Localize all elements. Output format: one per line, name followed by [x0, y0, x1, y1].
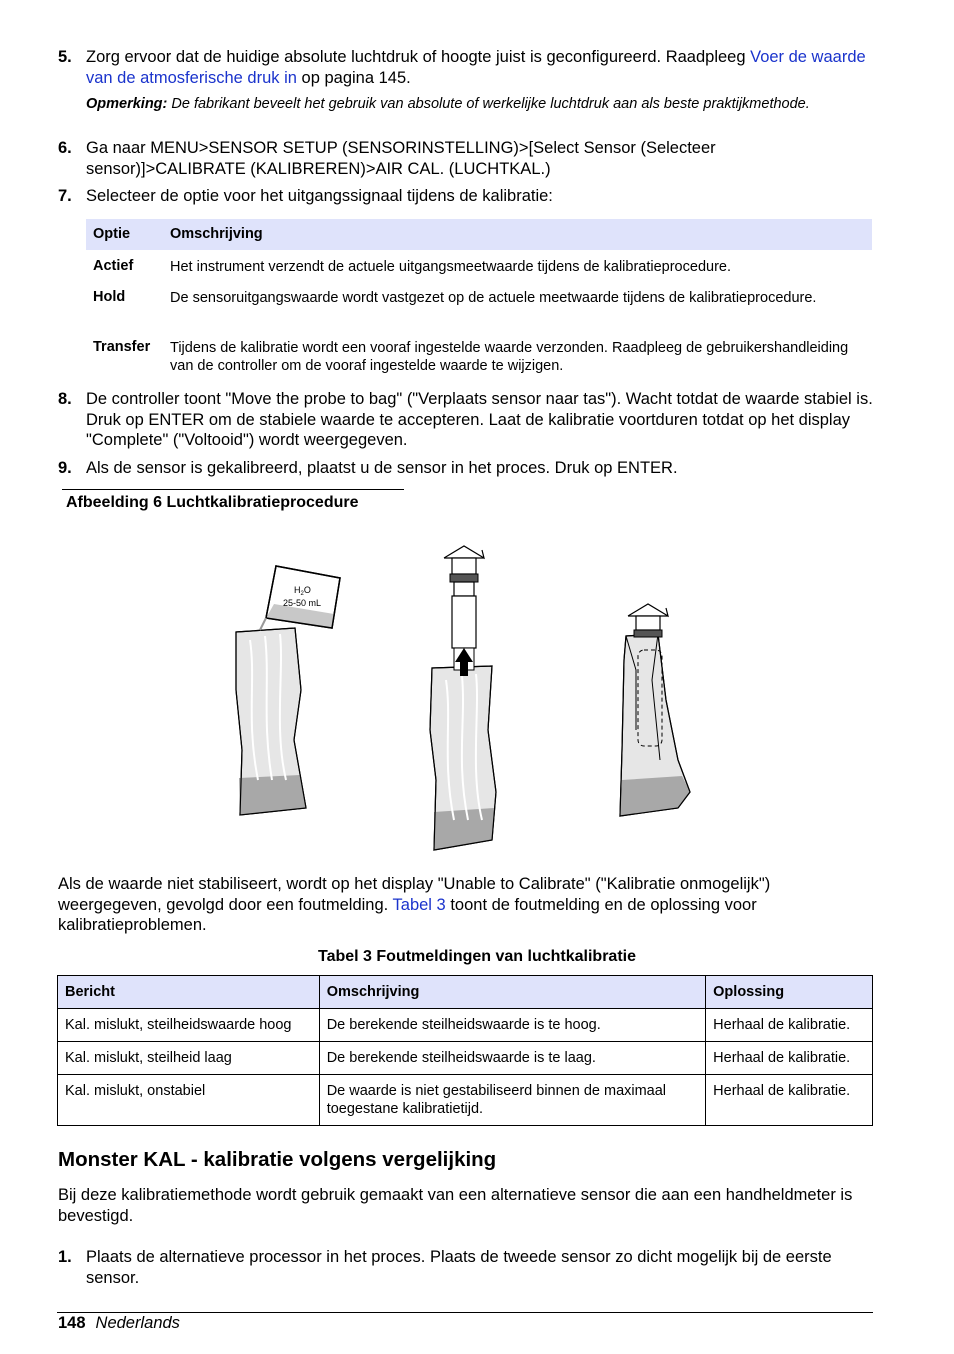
beaker-label: $H_2O$ [294, 585, 311, 597]
bag-with-water-icon [236, 628, 306, 815]
options-table-header [86, 219, 872, 250]
footer-language: Nederlands [95, 1314, 180, 1332]
paragraph-text-part: Als de waarde niet stabiliseert, wordt op het display "Unable to Calibrate" ("Kalibratie onmogelijk") weergegeven, gevolgd door een foutmelding. [58, 875, 771, 914]
cell-message: Kal. mislukt, steilheid laag [58, 1042, 320, 1075]
link-atmospheric-pressure[interactable]: Voer de waarde van de atmosferische druk in [86, 48, 866, 87]
table-row [58, 1075, 873, 1126]
step-number: 8. [58, 390, 72, 408]
cell-solution: Herhaal de kalibratie. [706, 1009, 873, 1042]
error-paragraph [58, 874, 874, 936]
cell-message: Kal. mislukt, onstabiel [58, 1075, 320, 1126]
note-label: Opmerking: [86, 96, 168, 112]
option-name: Hold [93, 289, 126, 305]
error-table-header [58, 976, 873, 1009]
step-9 [58, 458, 874, 479]
step-number: 5. [58, 48, 72, 66]
table-row [58, 1009, 873, 1042]
step-7 [58, 186, 874, 207]
section-step-1 [58, 1247, 874, 1288]
sealed-bag-with-sensor-icon [620, 634, 690, 816]
step-text: Plaats de alternatieve processor in het proces. Plaats de tweede sensor zo dicht mogelijk bij de eerste sensor. [86, 1248, 832, 1287]
note [86, 95, 876, 113]
footer [58, 1313, 180, 1333]
step-text-part: op pagina 145. [296, 68, 411, 87]
table-caption: Tabel 3 Foutmeldingen van luchtkalibratie [318, 948, 636, 965]
air-calibration-illustration [170, 530, 730, 855]
option-description: Tijdens de kalibratie wordt een vooraf ingestelde waarde verzonden. Raadpleeg de gebruikershandleiding van de controller om de vooraf ingestelde waarde te wijzigen. [170, 340, 849, 374]
option-description: Het instrument verzendt de actuele uitgangsmeetwaarde tijdens de kalibratieprocedure. [170, 259, 731, 275]
cell-description: De waarde is niet gestabiliseerd binnen de maximaal toegestane kalibratietijd. [319, 1075, 705, 1126]
error-table [57, 975, 873, 1126]
option-name: Transfer [93, 339, 151, 355]
step-6 [58, 138, 874, 179]
step-number: 6. [58, 139, 72, 157]
cell-description: De berekende steilheidswaarde is te laag. [319, 1042, 705, 1075]
options-header-description: Omschrijving [170, 226, 263, 242]
step-number: 9. [58, 459, 72, 477]
figure-caption-rule [62, 489, 404, 490]
page-number: 148 [58, 1314, 86, 1332]
step-text-part: Zorg ervoor dat de huidige absolute luchtdruk of hoogte juist is geconfigureerd. Raadpleeg [86, 48, 751, 66]
step-8 [58, 389, 874, 451]
cell-message: Kal. mislukt, steilheidswaarde hoog [58, 1009, 320, 1042]
cell-solution: Herhaal de kalibratie. [706, 1042, 873, 1075]
cell-solution: Herhaal de kalibratie. [706, 1075, 873, 1126]
header-message: Bericht [58, 976, 320, 1009]
step-text: Ga naar MENU>SENSOR SETUP (SENSORINSTELLING)>[Select Sensor (Selecteer sensor)]>CALIBRATE (KALIBREREN)>AIR CAL. (LUCHTKAL.) [86, 139, 716, 178]
link-table-3[interactable]: Tabel 3 [392, 895, 446, 914]
header-solution: Oplossing [706, 976, 873, 1009]
option-description: De sensoruitgangswaarde wordt vastgezet op de actuele meetwaarde tijdens de kalibratieprocedure. [170, 290, 817, 306]
option-name: Actief [93, 258, 134, 274]
beaker-icon [260, 566, 340, 630]
step-text: Selecteer de optie voor het uitgangssignaal tijdens de kalibratie: [86, 187, 553, 205]
table-row [58, 1042, 873, 1075]
header-description: Omschrijving [319, 976, 705, 1009]
beaker-volume: 25-50 mL [283, 598, 322, 608]
section-title: Monster KAL - kalibratie volgens vergelijking [58, 1148, 497, 1171]
step-number: 1. [58, 1248, 72, 1266]
sensor-cap-icon [628, 604, 668, 637]
step-text: De controller toont "Move the probe to bag" ("Verplaats sensor naar tas"). Wacht totdat de waarde stabiel is. Druk op ENTER om de stabiele waarde te accepteren. Laat de kalibratie voortduren totdat op het display "Complete" ("Voltooid") wordt weergegeven. [86, 390, 873, 449]
note-text: De fabrikant beveelt het gebruik van absolute of werkelijke luchtdruk aan als beste praktijkmethode. [167, 96, 810, 112]
cell-description: De berekende steilheidswaarde is te hoog. [319, 1009, 705, 1042]
step-text [86, 47, 874, 88]
options-header-option: Optie [93, 226, 131, 242]
paragraph-text-part: toont de foutmelding en de oplossing voor kalibratieproblemen. [58, 895, 757, 934]
bag-with-sensor-icon [430, 666, 496, 850]
section-intro: Bij deze kalibratiemethode wordt gebruik gemaakt van een alternatieve sensor die aan een handheldmeter is bevestigd. [58, 1186, 853, 1225]
step-number: 7. [58, 187, 72, 205]
step-5 [58, 47, 874, 88]
step-text: Als de sensor is gekalibreerd, plaatst u de sensor in het proces. Druk op ENTER. [86, 459, 678, 477]
figure-caption: Afbeelding 6 Luchtkalibratieprocedure [66, 494, 359, 511]
